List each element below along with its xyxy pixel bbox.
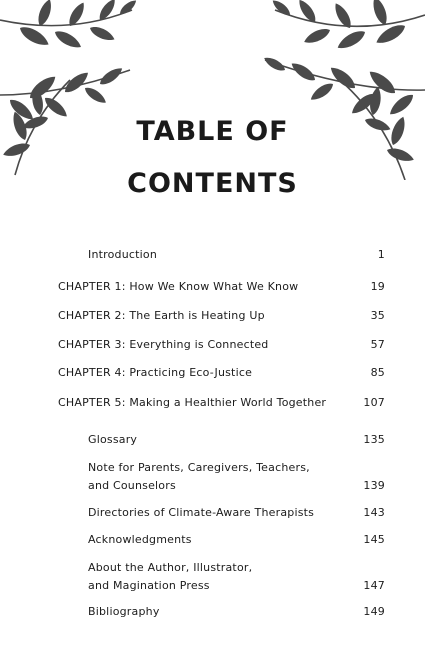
toc-entry-label: Directories of Climate-Aware Therapists	[88, 506, 315, 519]
toc-entry-label: Bibliography	[88, 605, 160, 618]
page-title-line1: TABLE OF	[136, 116, 289, 147]
toc-entry-label-line1: About the Author, Illustrator,	[88, 561, 253, 574]
toc-entry-label: CHAPTER 3: Everything is Connected	[58, 338, 269, 351]
toc-entry-label: Introduction	[88, 248, 158, 261]
toc-entry-label: CHAPTER 5: Making a Healthier World Together	[58, 396, 327, 409]
toc-entry-page: 139	[363, 479, 385, 492]
toc-entry-page: 57	[370, 338, 385, 351]
toc-entry-label: Acknowledgments	[88, 533, 192, 546]
toc-entry-page: 1	[377, 248, 385, 261]
toc-entry-label-line2: and Counselors	[88, 479, 176, 492]
toc-entry-page: 35	[370, 309, 385, 322]
toc-entry-page: 107	[363, 396, 385, 409]
toc-entry-label: CHAPTER 4: Practicing Eco-Justice	[58, 366, 253, 379]
toc-entry-page: 149	[363, 605, 385, 618]
leaf-branch-left-icon	[0, 0, 150, 180]
toc-entry-page: 143	[363, 506, 385, 519]
toc-entry-page: 145	[363, 533, 385, 546]
page-title-line2: CONTENTS	[127, 168, 298, 199]
toc-entry-label: Glossary	[88, 433, 138, 446]
toc-entry-note-for-parents[interactable]	[88, 460, 385, 494]
toc-entry-page: 19	[370, 280, 385, 293]
toc-entry-label: CHAPTER 2: The Earth is Heating Up	[58, 309, 265, 322]
leaf-branch-right-icon	[250, 0, 425, 180]
toc-entry-page: 85	[370, 366, 385, 379]
toc-entry-label-line1: Note for Parents, Caregivers, Teachers,	[88, 461, 310, 474]
toc-entry-label-line2: and Magination Press	[88, 579, 210, 592]
toc-entry-about-the-author[interactable]	[88, 560, 385, 594]
toc-entry-page: 147	[363, 579, 385, 592]
toc-entry-label: CHAPTER 1: How We Know What We Know	[58, 280, 299, 293]
toc-entry-page: 135	[363, 433, 385, 446]
